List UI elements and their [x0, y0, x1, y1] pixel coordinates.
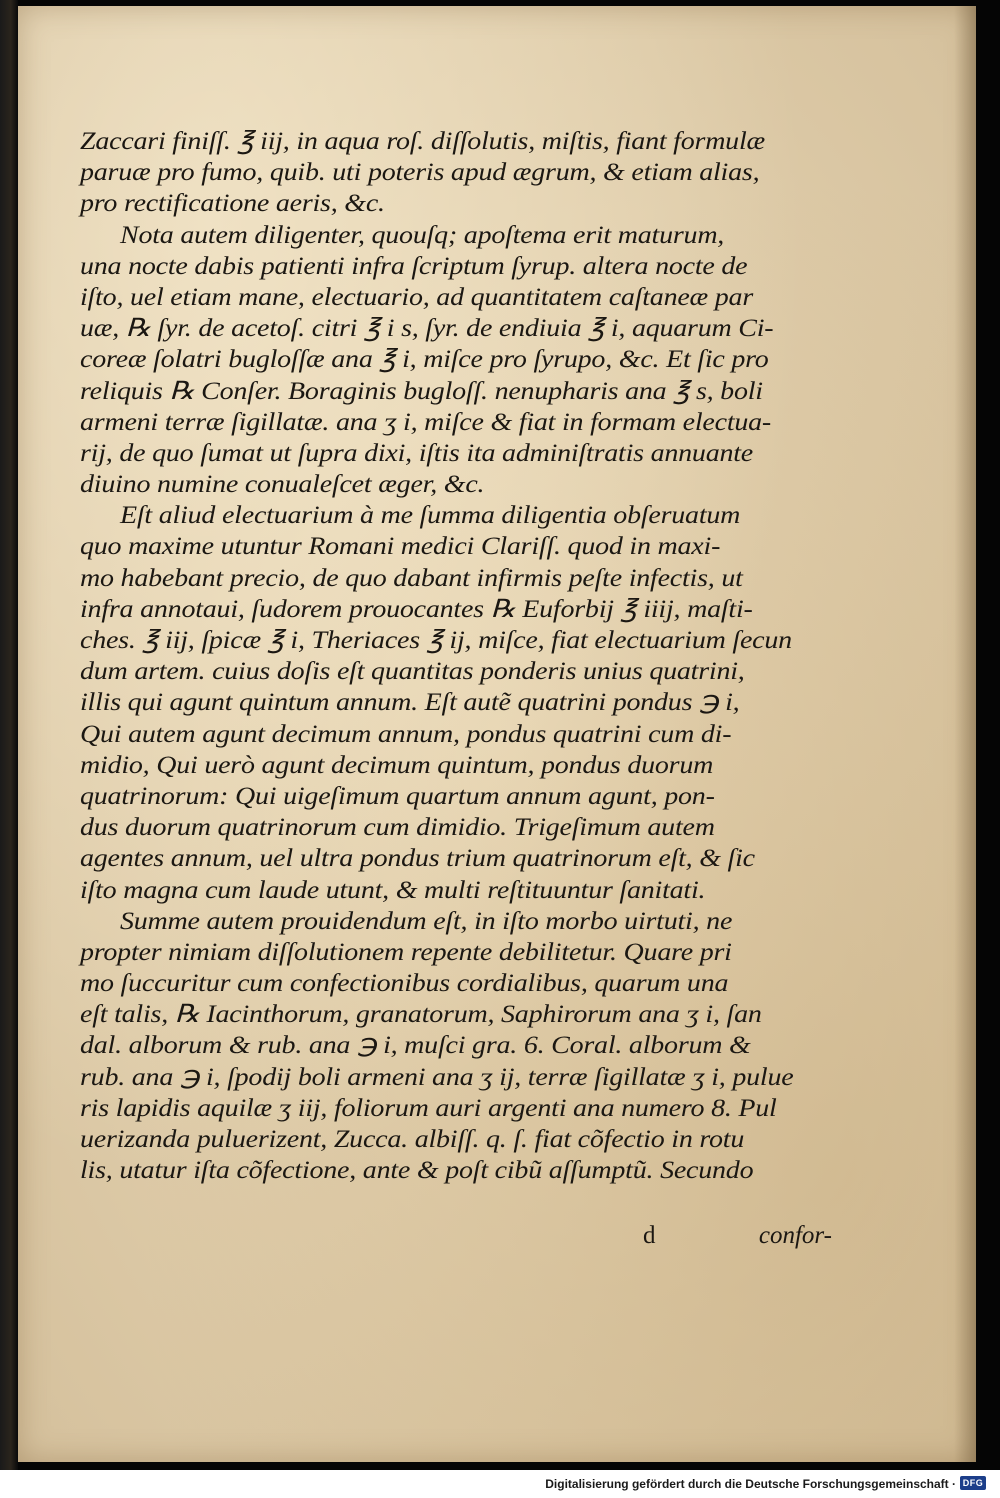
text-line: una nocte dabis patienti infra ſcriptum ſyrup. altera nocte de: [80, 252, 748, 280]
text-line: diuino numine conualeſcet æger, &c.: [80, 471, 485, 499]
text-line: mo ſuccuritur cum confectionibus cordialibus, quarum una: [80, 970, 729, 998]
signature-mark: d: [643, 1222, 656, 1249]
text-line: iſto magna cum laude utunt, & multi reſtituuntur ſanitati.: [80, 876, 706, 904]
text-line: illis qui agunt quintum annum. Eſt autẽ quatrini pondus ℈ i,: [80, 689, 740, 717]
page-text: [80, 126, 832, 1186]
digitization-credit: Digitalisierung gefördert durch die Deutsche Forschungsgemeinschaft ·: [545, 1477, 956, 1491]
text-line: paruæ pro fumo, quib. uti poteris apud ægrum, & etiam alias,: [80, 159, 760, 187]
text-line: Nota autem diligenter, quouſq; apoſtema erit maturum,: [120, 221, 725, 249]
text-line: agentes annum, uel ultra pondus trium quatrinorum eſt, & ſic: [80, 845, 755, 873]
catchword: confor-: [758, 1222, 832, 1249]
footer-bar: [0, 1470, 1000, 1498]
text-line: pro rectificatione aeris, &c.: [80, 190, 385, 218]
text-line: dum artem. cuius doſis eſt quantitas ponderis unius quatrini,: [80, 658, 745, 686]
text-line: ches. ℥ iij, ſpicæ ℥ i, Theriaces ℥ ij, miſce, fiat electuarium ſecun: [80, 627, 792, 654]
text-line: propter nimiam diſſolutionem repente debilitetur. Quare pri: [80, 938, 732, 966]
text-line: midio, Qui uerò agunt decimum quintum, pondus duorum: [80, 751, 714, 779]
text-line: rub. ana ℈ i, ſpodij boli armeni ana ʒ ij, terræ ſigillatæ ʒ i, pulue: [80, 1063, 794, 1091]
text-line: coreæ ſolatri bugloſſæ ana ℥ i, miſce pro ſyrupo, &c. Et ſic pro: [80, 346, 769, 374]
text-line: Summe autem prouidendum eſt, in iſto morbo uirtuti, ne: [120, 907, 733, 935]
text-line: lis, utatur iſta cõfectione, ante & poſt cibũ aſſumptũ. Secundo: [80, 1157, 754, 1185]
text-line: dus duorum quatrinorum cum dimidio. Trigeſimum autem: [80, 814, 715, 842]
text-line: iſto, uel etiam mane, electuario, ad quantitatem caſtaneæ par: [80, 283, 754, 311]
text-line: ris lapidis aquilæ ʒ iij, foliorum auri argenti ana numero 8. Pul: [80, 1094, 777, 1122]
text-line: Qui autem agunt decimum annum, pondus quatrini cum di-: [80, 720, 732, 748]
text-line: quatrinorum: Qui uigeſimum quartum annum agunt, pon-: [80, 782, 715, 810]
text-line: Eſt aliud electuarium à me ſumma diligentia obſeruatum: [120, 502, 741, 530]
text-line: mo habebant precio, de quo dabant infirmis peſte infectis, ut: [80, 564, 743, 592]
text-line: Zaccari finiſſ. ℥ iij, in aqua roſ. diſſolutis, miſtis, fiant formulæ: [80, 128, 765, 155]
text-line: infra annotaui, ſudorem prouocantes ℞ Euforbij ℥ iiij, maſti-: [80, 595, 753, 623]
text-line: uæ, ℞ ſyr. de acetoſ. citri ℥ i s, ſyr. de endiuia ℥ i, aquarum Ci-: [80, 315, 774, 343]
dfg-logo: DFG: [960, 1476, 986, 1490]
page-shadow: [954, 6, 976, 1462]
text-line: uerizanda puluerizent, Zucca. albiſſ. q. ſ. fiat cõfectio in rotu: [80, 1126, 745, 1153]
page-foot: [80, 1222, 832, 1258]
text-line: reliquis ℞ Conſer. Boraginis bugloſſ. nenupharis ana ℥ s, boli: [80, 377, 763, 405]
text-line: rij, de quo ſumat ut ſupra dixi, iſtis ita adminiſtratis annuante: [80, 439, 754, 467]
text-line: dal. alborum & rub. ana ℈ i, muſci gra. 6. Coral. alborum &: [80, 1032, 751, 1060]
text-line: eſt talis, ℞ Iacinthorum, granatorum, Saphirorum ana ʒ i, ſan: [80, 1001, 762, 1029]
text-line: armeni terræ ſigillatæ. ana ʒ i, miſce & fiat in formam electua-: [80, 408, 772, 436]
book-edge: [0, 0, 18, 1470]
text-line: quo maxime utuntur Romani medici Clariſſ. quod in maxi-: [80, 533, 721, 561]
